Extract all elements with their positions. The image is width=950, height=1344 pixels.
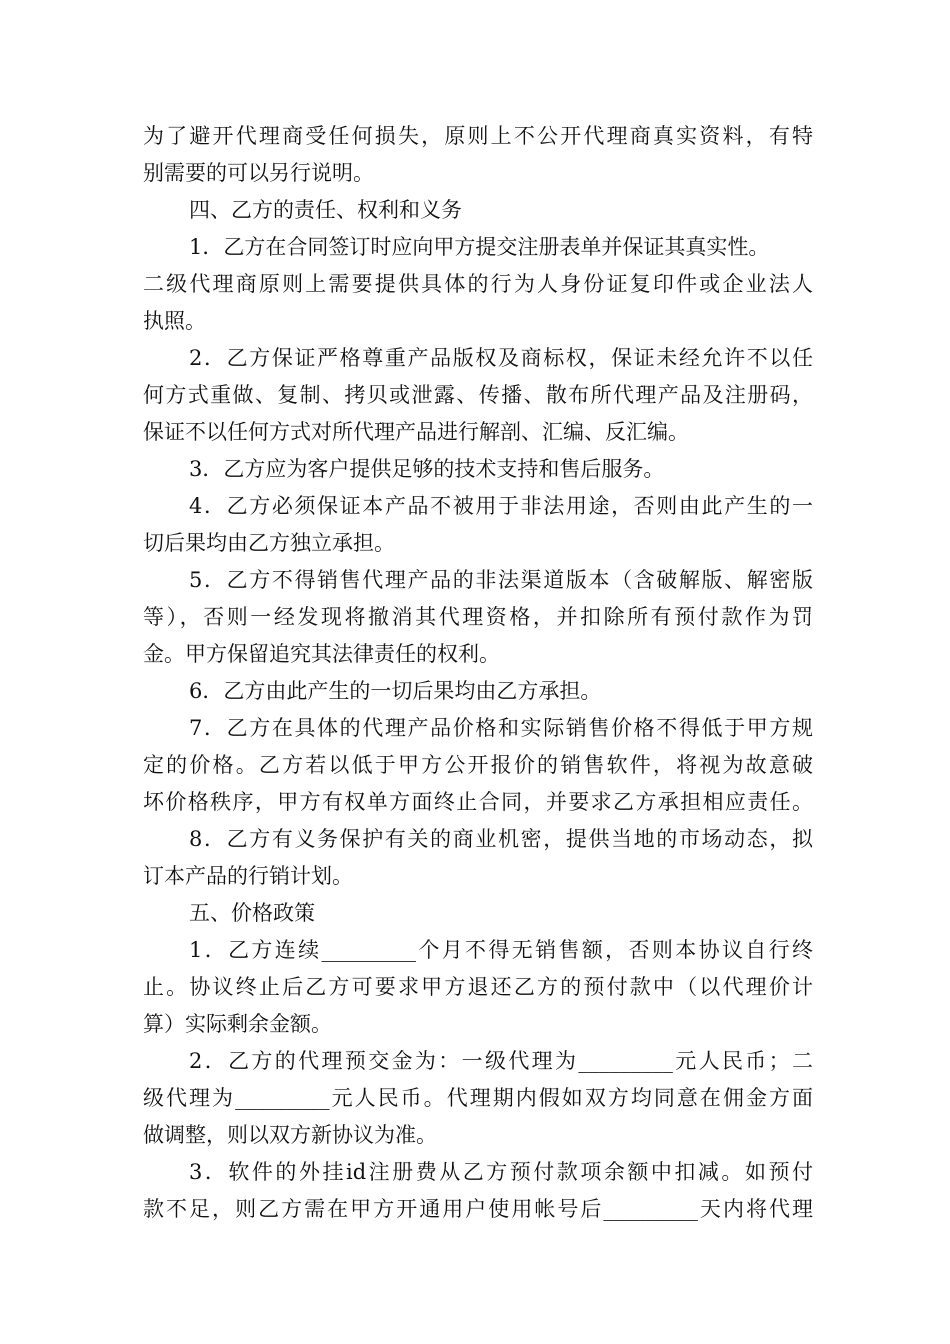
text-line: 四、乙方的责任、权利和义务 — [189, 198, 462, 222]
document-page — [143, 118, 813, 1228]
text-line: 执照。 — [143, 309, 206, 333]
text-line: 止。协议终止后乙方可要求甲方退还乙方的预付款中（以代理价计 — [143, 975, 813, 999]
text-line: 切后果均由乙方独立承担。 — [143, 531, 395, 555]
text-line: 算）实际剩余金额。 — [143, 1012, 332, 1036]
text-line: 二级代理商原则上需要提供具体的行为人身份证复印件或企业法人 — [143, 272, 813, 296]
text-line: 五、价格政策 — [189, 901, 315, 925]
text-line: 3．软件的外挂id注册费从乙方预付款项余额中扣减。如预付 — [189, 1160, 813, 1184]
text-line: 何方式重做、复制、拷贝或泄露、传播、散布所代理产品及注册码， — [143, 383, 813, 407]
text-line: 保证不以任何方式对所代理产品进行解剖、汇编、反汇编。 — [143, 420, 689, 444]
text-line: 1．乙方连续_________个月不得无销售额，否则本协议自行终 — [189, 938, 813, 962]
text-line: 金。甲方保留追究其法律责任的权利。 — [143, 642, 500, 666]
text-line: 3．乙方应为客户提供足够的技术支持和售后服务。 — [189, 457, 665, 481]
text-line: 坏价格秩序，甲方有权单方面终止合同，并要求乙方承担相应责任。 — [143, 790, 813, 814]
text-line: 4．乙方必须保证本产品不被用于非法用途，否则由此产生的一 — [189, 494, 813, 518]
text-line: 6．乙方由此产生的一切后果均由乙方承担。 — [189, 679, 602, 703]
text-line: 款不足，则乙方需在甲方开通用户使用帐号后_________天内将代理 — [143, 1197, 813, 1221]
text-line: 1．乙方在合同签订时应向甲方提交注册表单并保证其真实性。 — [189, 235, 770, 259]
text-line: 7．乙方在具体的代理产品价格和实际销售价格不得低于甲方规 — [189, 716, 813, 740]
text-line: 别需要的可以另行说明。 — [143, 161, 374, 185]
text-line: 级代理为_________元人民币。代理期内假如双方均同意在佣金方面 — [143, 1086, 813, 1110]
text-line: 做调整，则以双方新协议为准。 — [143, 1123, 437, 1147]
text-line: 8．乙方有义务保护有关的商业机密，提供当地的市场动态，拟 — [189, 827, 813, 851]
text-line: 定的价格。乙方若以低于甲方公开报价的销售软件，将视为故意破 — [143, 753, 813, 777]
text-line: 5．乙方不得销售代理产品的非法渠道版本（含破解版、解密版 — [189, 568, 813, 592]
text-line: 等），否则一经发现将撤消其代理资格，并扣除所有预付款作为罚 — [143, 605, 813, 629]
text-line: 为了避开代理商受任何损失，原则上不公开代理商真实资料，有特 — [143, 124, 813, 148]
text-line: 2．乙方的代理预交金为：一级代理为_________元人民币；二 — [189, 1049, 813, 1073]
text-line: 2．乙方保证严格尊重产品版权及商标权，保证未经允许不以任 — [189, 346, 813, 370]
text-line: 订本产品的行销计划。 — [143, 864, 353, 888]
